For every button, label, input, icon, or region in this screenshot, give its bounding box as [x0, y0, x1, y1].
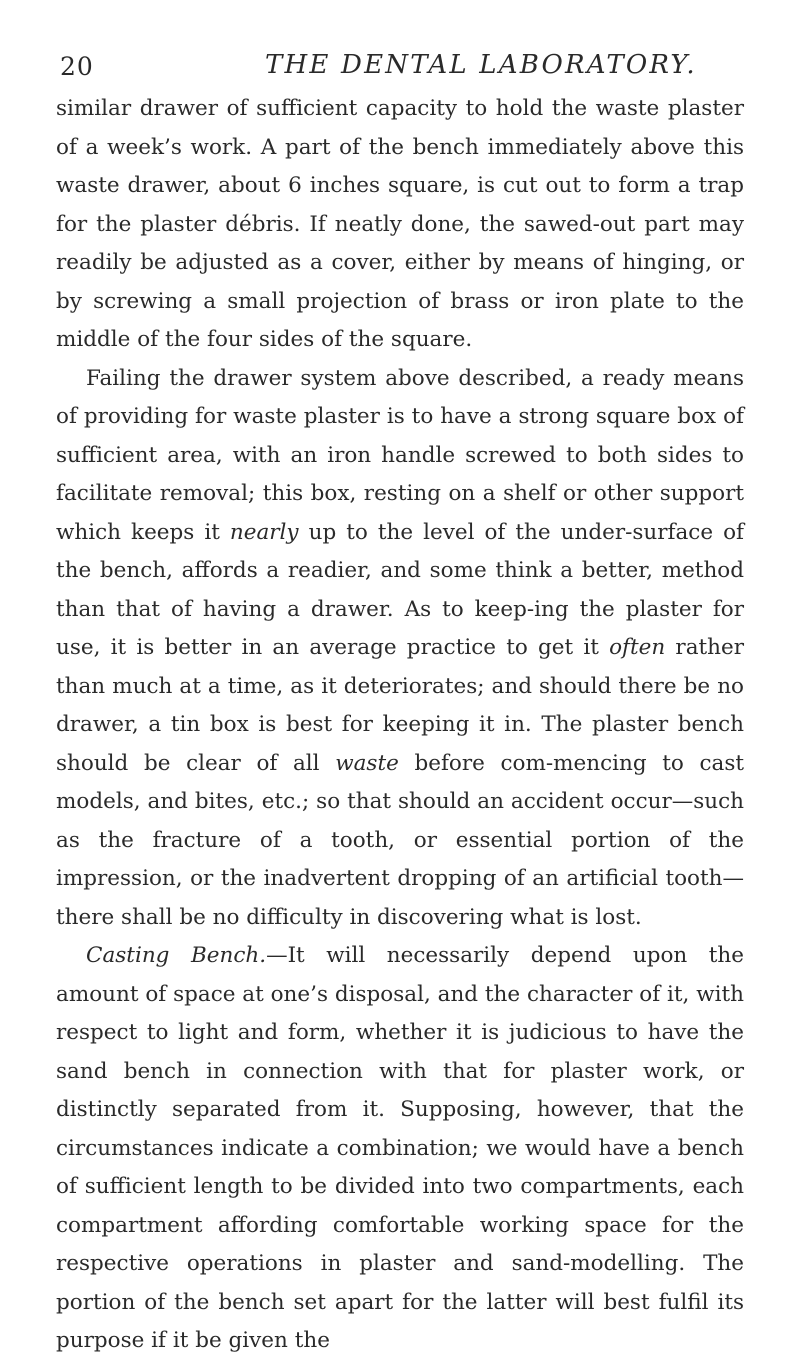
- text-run: before com-mencing to cast models, and bites, etc.; so that should an accident occur—such as the fracture of a tooth, or essential portion of the impression, or the inadvertent dropping of an artificial tooth—there shall be no difficulty in discovering what is lost.: [56, 750, 745, 930]
- italic-emphasis: waste: [335, 750, 399, 776]
- text-run: Failing the drawer system above described, a ready means of providing for waste plaster is to have a strong square box of sufficient area, with an iron handle screwed to both sides to facilitate removal; this box, resting on a shelf or other support which keeps it: [56, 365, 744, 545]
- paragraph-waste-box: [56, 360, 744, 938]
- running-head: [0, 46, 800, 86]
- body-text: [56, 90, 744, 1361]
- italic-emphasis: often: [609, 635, 666, 660]
- italic-emphasis: nearly: [229, 519, 299, 545]
- text-run: rather than much at a time, as it deteriorates; and should there be no drawer, a tin box is best for keeping it in. The plaster bench should be clear of all: [56, 635, 745, 776]
- running-title: THE DENTAL LABORATORY.: [265, 50, 697, 80]
- paragraph-waste-drawer: [56, 90, 744, 360]
- text-run: —It will necessarily depend upon the amount of space at one’s disposal, and the character of it, with respect to light and form, whether it is judicious to have the sand bench in connection with that for plaster work, or distinctly separated from it. Supposing, however, that the circumstances indicate a combination; we would have a bench of sufficient length to be divided into two compartments, each compartment affording comfortable working space for the respective operations in plaster and sand-modelling. The portion of the bench set apart for the latter will best fulfil its purpose if it be given the: [56, 943, 744, 1353]
- paragraph-casting-bench: [56, 937, 744, 1361]
- section-run-in-heading: Casting Bench.: [86, 943, 267, 968]
- text-run: similar drawer of sufficient capacity to hold the waste plaster of a week’s work. A part of the bench immediately above this waste drawer, about 6 inches square, is cut out to form a trap for the plaster débris. If neatly done, the sawed-out part may readily be adjusted as a cover, either by means of hinging, or by screwing a small projection of brass or iron plate to the middle of the four sides of the square.: [56, 96, 744, 352]
- page-number: 20: [60, 52, 94, 81]
- text-run: up to the level of the under-surface of the bench, affords a readier, and some think a better, method than that of having a drawer. As to keep-ing the plaster for use, it is better in an average practice to get it: [56, 519, 744, 660]
